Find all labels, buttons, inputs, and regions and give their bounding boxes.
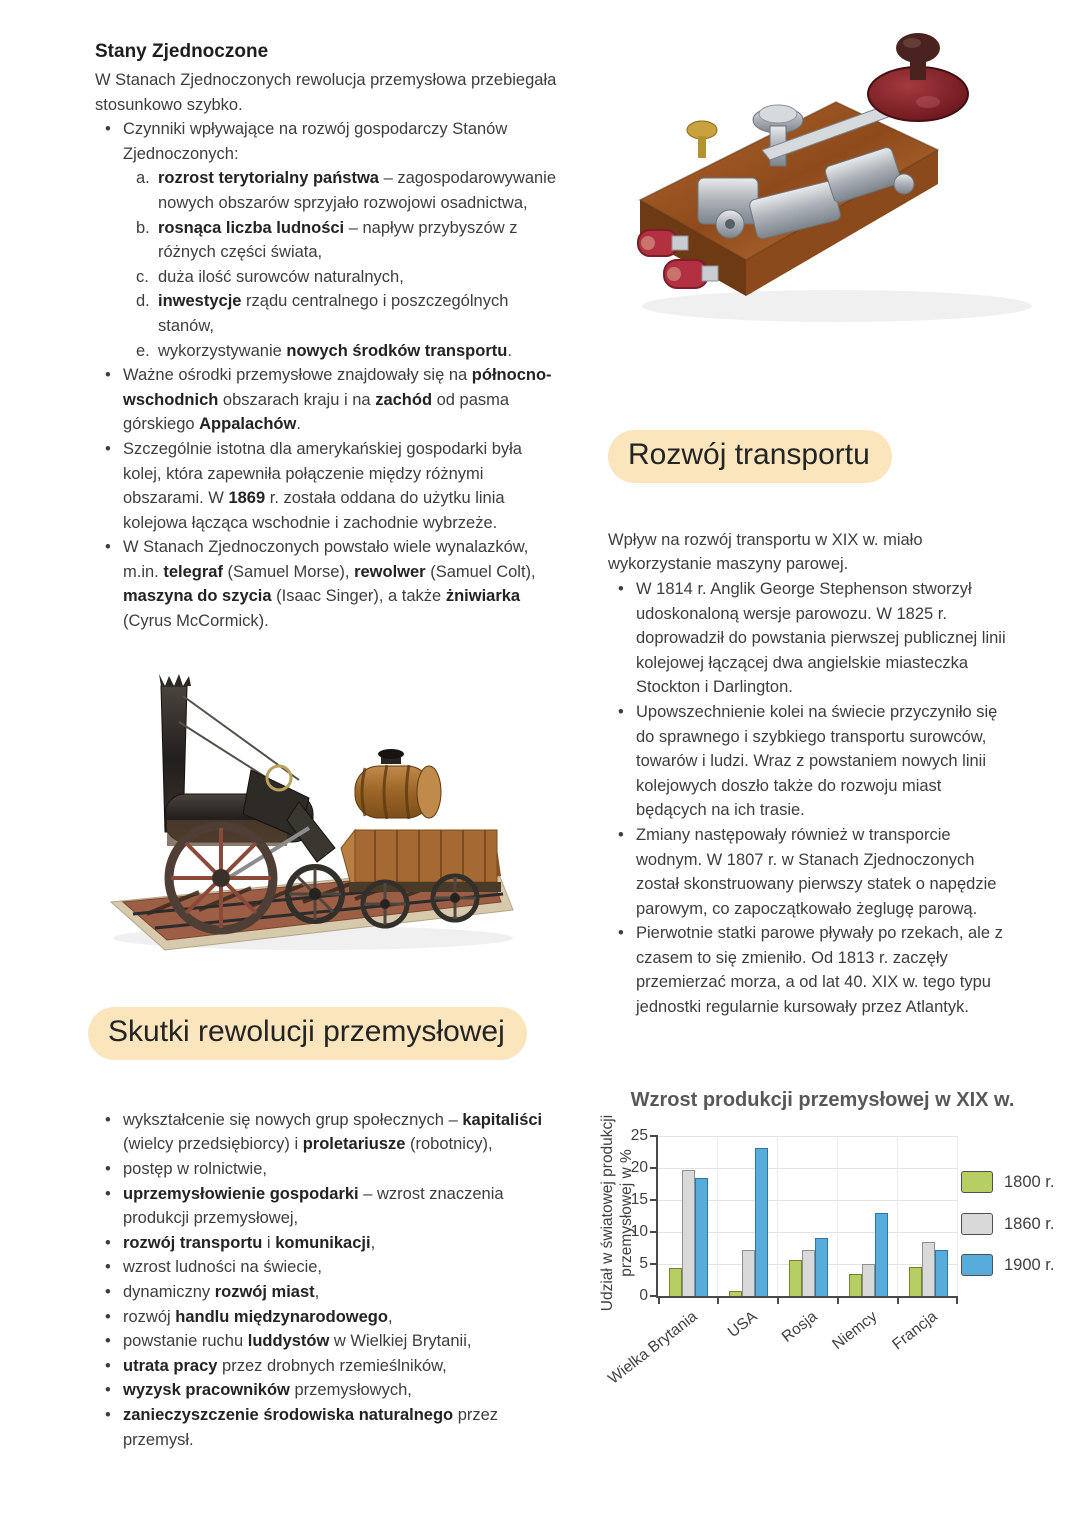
y-tick-label: 0 xyxy=(639,1287,648,1304)
x-category-label: Niemcy xyxy=(829,1308,881,1354)
list-item: • wyzysk pracowników przemysłowych, xyxy=(105,1378,558,1403)
list-item: • Ważne ośrodki przemysłowe znajdowały się na północno-wschodnich obszarach kraju i na zachód od pasma górskiego Appalachów. xyxy=(105,363,558,437)
bar xyxy=(682,1170,695,1296)
locomotive-model-image xyxy=(103,652,515,952)
y-tick-label: 20 xyxy=(630,1159,648,1176)
sub-list-item: d. inwestycje rządu centralnego i poszczególnych stanów, xyxy=(136,289,558,338)
list-item: • Upowszechnienie kolei na świecie przyczyniło się do sprawnego i szybkiego transportu surowców, towarów i ludzi. Wraz z powstaniem nowych linii kolejowych doszło także do rozwoju miast będących na ich trasie. xyxy=(618,700,1014,823)
list-item: • Zmiany następowały również w transporcie wodnym. W 1807 r. w Stanach Zjednoczonych został skonstruowany pierwszy statek o napędzie parowym, co zapoczątkowało żeglugę parową. xyxy=(618,823,1014,921)
locomotive-illustration xyxy=(103,652,515,952)
grid-line xyxy=(717,1136,718,1296)
legend-item xyxy=(961,1170,1054,1195)
list-item: • W 1814 r. Anglik George Stephenson stworzył udoskonaloną wersje parowozu. W 1825 r. doprowadził do powstania pierwszej publicznej linii kolejowej łączącej dwa angielskie miasteczka Stockton i Darlington. xyxy=(618,577,1014,700)
bar xyxy=(922,1242,935,1296)
telegraph-key-illustration xyxy=(612,8,1060,333)
list-item: • rozwój transportu i komunikacji, xyxy=(105,1231,558,1256)
legend-item xyxy=(961,1253,1054,1278)
y-axis-label: Udział w światowej produkcji przemysłowej w % xyxy=(599,1114,635,1312)
y-tick-label: 25 xyxy=(630,1127,648,1144)
x-category-label: Rosja xyxy=(778,1308,821,1346)
bar xyxy=(742,1250,755,1296)
list-item: • Czynniki wpływające na rozwój gospodarczy Stanów Zjednoczonych: a. rozrost terytorialny państwa – zagospodarowywanie nowych obszarów sprzyjało rozwojowi osadnictwa, b. rosnąca liczba ludności – napływ przybyszów z różnych części świata, c. duża ilość surowców naturalnych, d. inwestycje rządu centralnego i poszczególnych stanów, e. wykorzystywanie nowych środków transportu. xyxy=(105,117,558,363)
legend-swatch xyxy=(961,1213,993,1235)
bar xyxy=(669,1268,682,1296)
section-heading: Stany Zjednoczone xyxy=(95,41,269,62)
section-intro: W Stanach Zjednoczonych rewolucja przemysłowa przebiegała stosunkowo szybko. xyxy=(95,71,557,114)
x-tick-mark xyxy=(956,1296,958,1304)
grid-line xyxy=(897,1136,898,1296)
highlighted-heading: Rozwój transportu xyxy=(608,430,892,483)
bar xyxy=(695,1178,708,1296)
list-marker: e. xyxy=(136,341,150,360)
bar xyxy=(729,1291,742,1296)
list-item: • Pierwotnie statki parowe pływały po rzekach, ale z czasem to się zmieniło. Od 1813 r. zaczęły przemierzać morza, a od lat 40. XIX w. tego typu jednostki regularnie kursowały przez Atlantyk. xyxy=(618,921,1014,1019)
y-tick-mark xyxy=(650,1295,658,1297)
grid-line xyxy=(658,1168,958,1169)
y-tick-mark xyxy=(650,1231,658,1233)
y-tick-label: 15 xyxy=(630,1191,648,1208)
bar xyxy=(849,1274,862,1296)
y-tick-mark xyxy=(650,1263,658,1265)
legend-swatch xyxy=(961,1254,993,1276)
sub-list-item: a. rozrost terytorialny państwa – zagospodarowywanie nowych obszarów sprzyjało rozwojowi osadnictwa, xyxy=(136,166,558,215)
list-marker: a. xyxy=(136,169,150,188)
list-marker: c. xyxy=(136,267,149,286)
list-item: • rozwój handlu międzynarodowego, xyxy=(105,1305,558,1330)
highlighted-heading: Skutki rewolucji przemysłowej xyxy=(88,1007,527,1060)
list-item: • powstanie ruchu luddystów w Wielkiej Brytanii, xyxy=(105,1329,558,1354)
y-tick-mark xyxy=(650,1135,658,1137)
x-tick-mark xyxy=(717,1296,719,1304)
section-rozwoj-transportu xyxy=(608,405,1014,1020)
bar xyxy=(815,1238,828,1296)
list-item: • W Stanach Zjednoczonych powstało wiele wynalazków, m.in. telegraf (Samuel Morse), rewolwer (Samuel Colt), maszyna do szycia (Isaac Singer), a także żniwiarka (Cyrus McCormick). xyxy=(105,535,558,633)
section-intro: Wpływ na rozwój transportu w XIX w. miało wykorzystanie maszyny parowej. xyxy=(608,530,923,574)
sub-list-item: b. rosnąca liczba ludności – napływ przybyszów z różnych części świata, xyxy=(136,216,558,265)
list-item: • utrata pracy przez drobnych rzemieślników, xyxy=(105,1354,558,1379)
list-marker: d. xyxy=(136,292,150,311)
list-item: • zanieczyszczenie środowiska naturalnego przez przemysł. xyxy=(105,1403,558,1452)
sub-list-item: c. duża ilość surowców naturalnych, xyxy=(136,265,558,290)
legend-swatch xyxy=(961,1171,993,1193)
y-tick-mark xyxy=(650,1167,658,1169)
bar xyxy=(935,1250,948,1296)
x-tick-mark xyxy=(658,1296,660,1304)
grid-line xyxy=(777,1136,778,1296)
effects-list xyxy=(88,1108,558,1452)
grid-line xyxy=(837,1136,838,1296)
chart-title: Wzrost produkcji przemysłowej w XIX w. xyxy=(630,1089,1015,1111)
bar xyxy=(875,1213,888,1296)
legend-label: 1900 r. xyxy=(1004,1256,1055,1275)
bar xyxy=(909,1267,922,1296)
sub-list-item: e. wykorzystywanie nowych środków transportu. xyxy=(136,339,558,364)
list-item: • postęp w rolnictwie, xyxy=(105,1157,558,1182)
sub-list xyxy=(123,166,558,363)
y-tick-mark xyxy=(650,1199,658,1201)
x-category-label: Wielka Brytania xyxy=(605,1308,701,1388)
list-item: • Szczególnie istotna dla amerykańskiej gospodarki była kolej, która zapewniła połączenie między różnymi obszarami. W 1869 r. została oddana do użytku linia kolejowa łącząca wschodnie i zachodnie wybrzeże. xyxy=(105,437,558,535)
list-item: • wzrost ludności na świecie, xyxy=(105,1255,558,1280)
legend-label: 1860 r. xyxy=(1004,1214,1055,1233)
legend-label: 1800 r. xyxy=(1004,1173,1055,1191)
chart-legend xyxy=(961,1170,1054,1295)
transport-list xyxy=(608,577,1014,1020)
us-factors-list xyxy=(95,117,558,633)
legend-item xyxy=(961,1212,1054,1237)
y-tick-label: 5 xyxy=(639,1255,648,1272)
section-stany-zjednoczone xyxy=(95,40,558,634)
x-category-label: USA xyxy=(724,1308,761,1342)
x-tick-mark xyxy=(777,1296,779,1304)
x-tick-mark xyxy=(837,1296,839,1304)
bar xyxy=(755,1148,768,1296)
list-item: • dynamiczny rozwój miast, xyxy=(105,1280,558,1305)
list-marker: b. xyxy=(136,218,150,237)
telegraph-key-image xyxy=(612,8,1060,333)
section-skutki-rewolucji xyxy=(88,982,558,1452)
bar xyxy=(802,1250,815,1296)
industrial-production-chart xyxy=(585,1088,1060,1418)
bar xyxy=(789,1260,802,1296)
x-tick-mark xyxy=(897,1296,899,1304)
list-item: • uprzemysłowienie gospodarki – wzrost znaczenia produkcji przemysłowej, xyxy=(105,1182,558,1231)
grid-line xyxy=(957,1136,958,1296)
list-item: • wykształcenie się nowych grup społecznych – kapitaliści (wielcy przedsiębiorcy) i proletariusze (robotnicy), xyxy=(105,1108,558,1157)
grid-line xyxy=(658,1136,958,1137)
x-category-label: Francja xyxy=(889,1308,941,1354)
y-tick-label: 10 xyxy=(630,1223,648,1240)
bar xyxy=(862,1264,875,1296)
